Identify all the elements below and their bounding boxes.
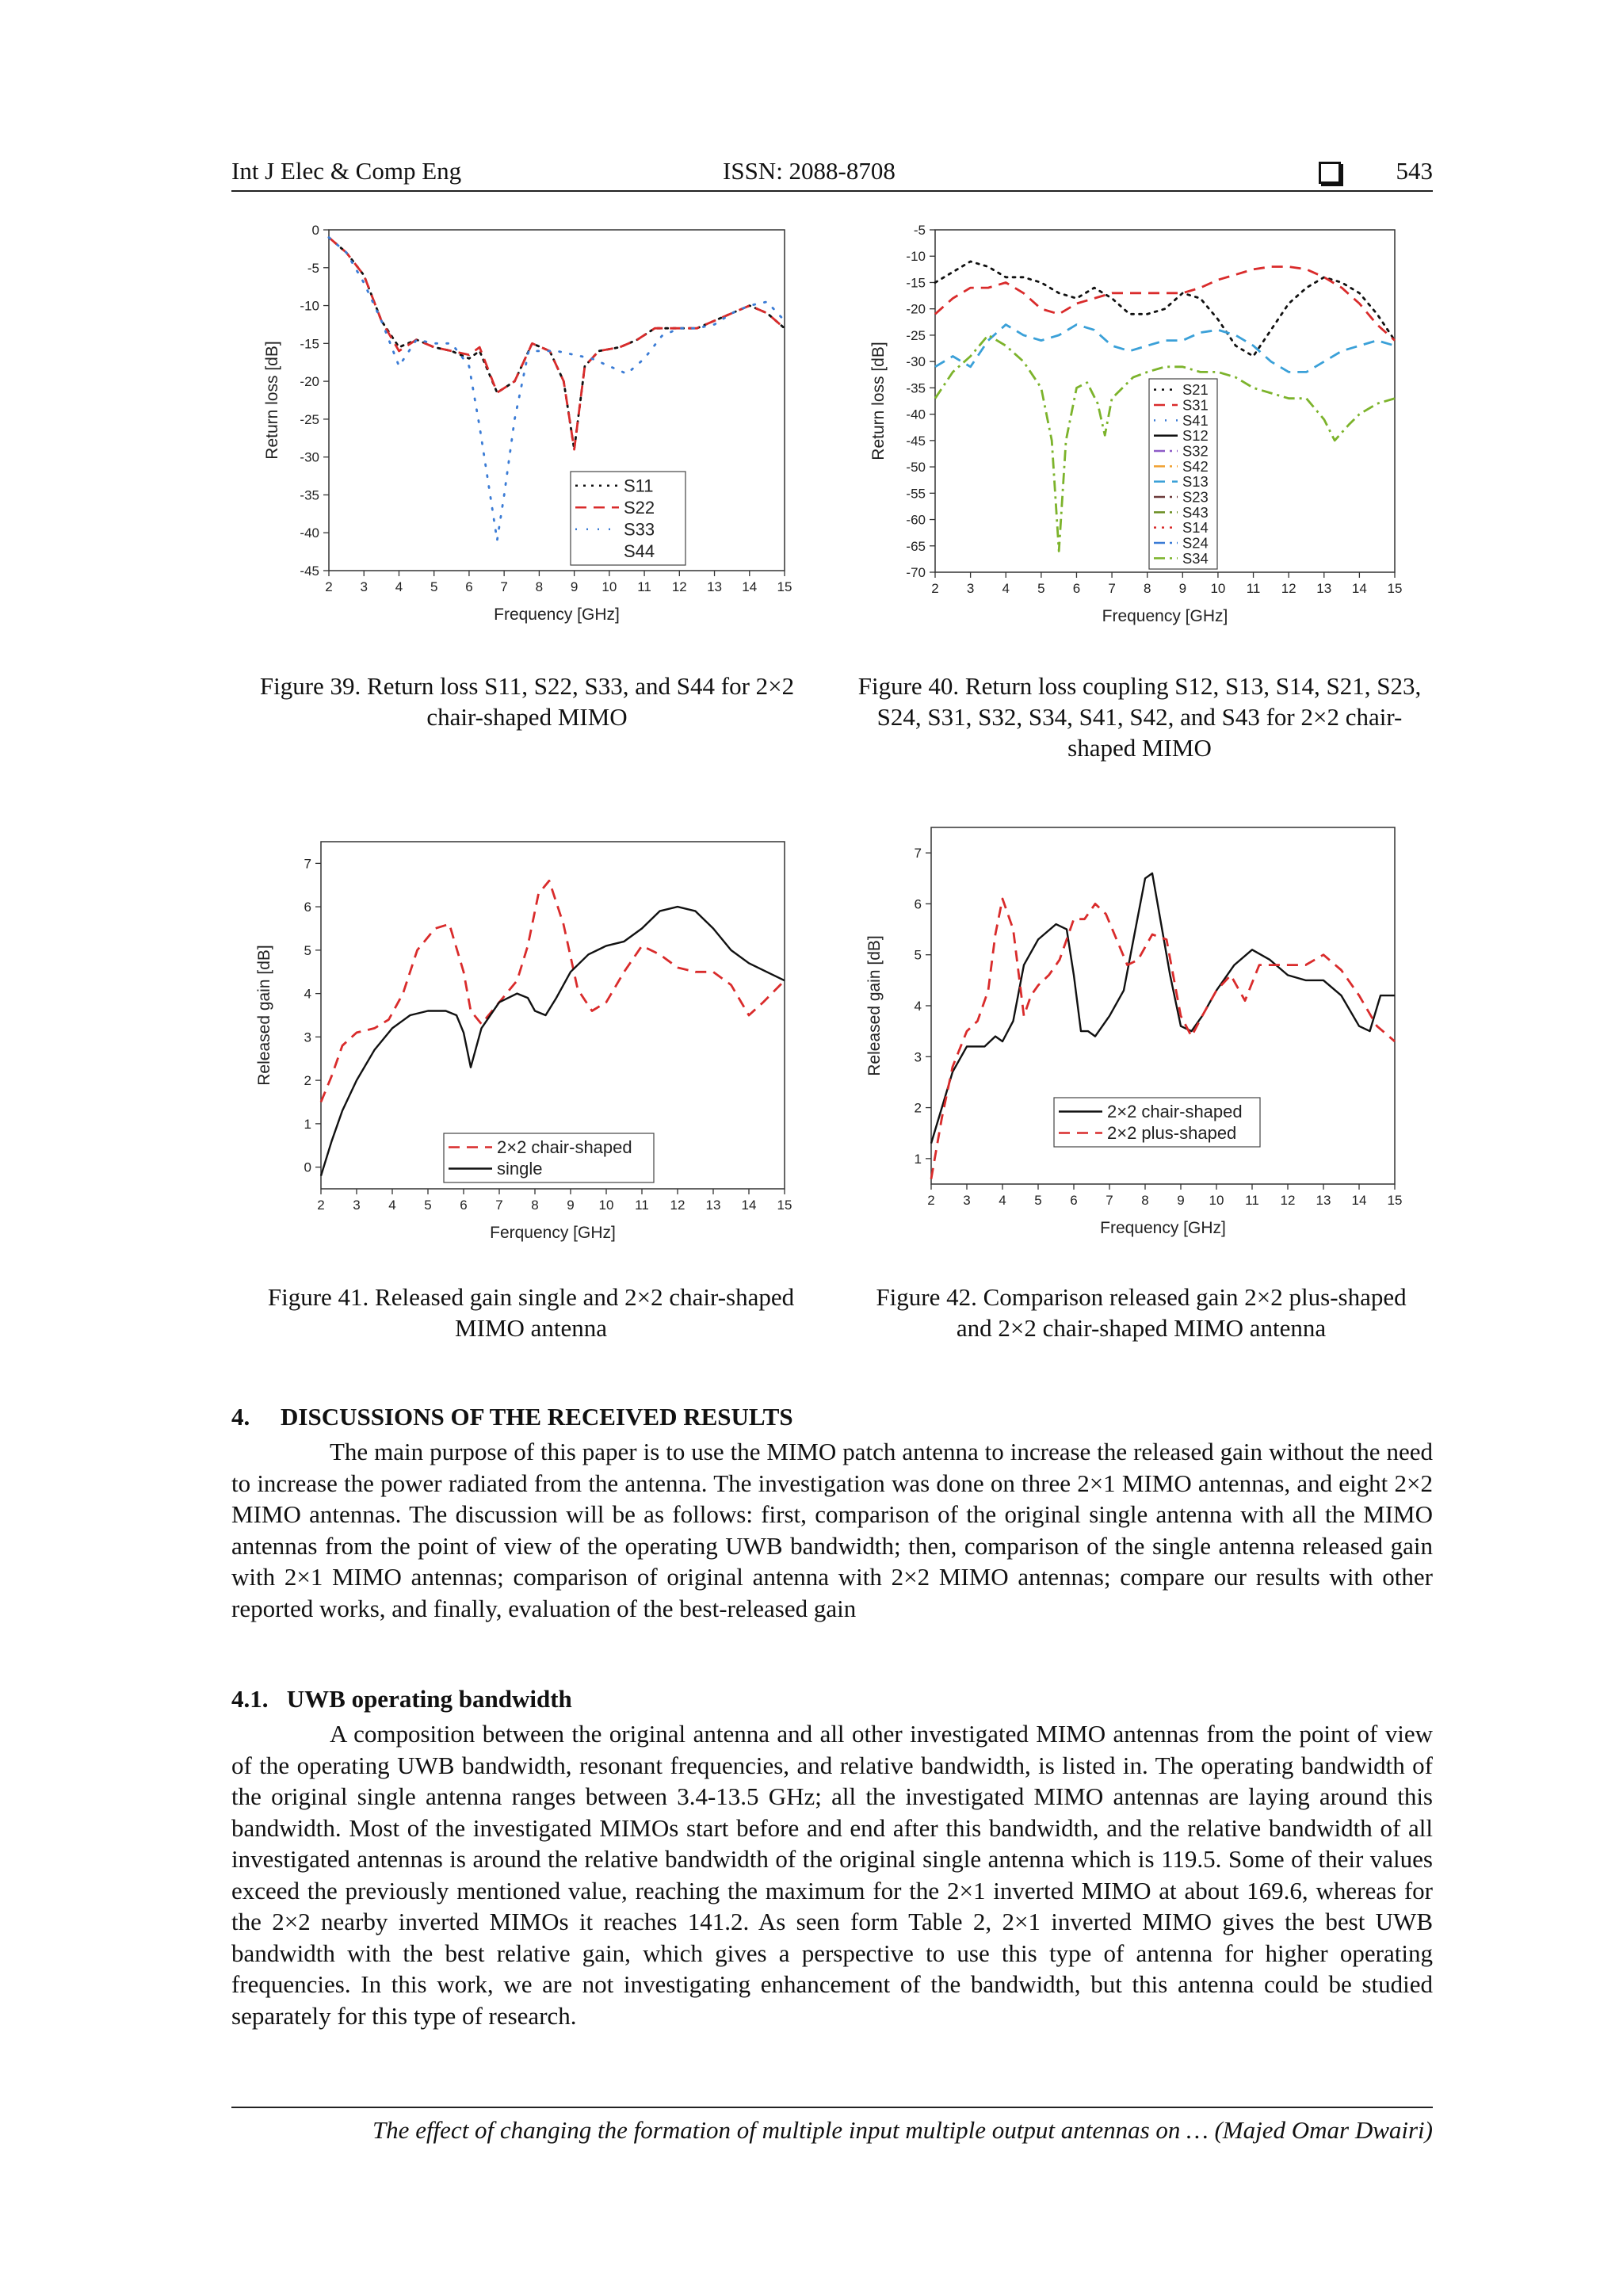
legend-label: S24 [1182,534,1209,552]
y-tick-label: 6 [304,900,311,915]
y-tick-label: -35 [906,380,926,396]
chart-legend [571,472,685,565]
x-axis-label: Ferquency [GHz] [490,1224,616,1242]
x-tick-label: 3 [963,1193,971,1208]
y-tick-label: -35 [300,487,319,503]
figure-42-chart [848,816,1419,1252]
x-tick-label: 2 [325,579,333,594]
x-tick-label: 10 [1210,581,1226,596]
x-tick-label: 9 [567,1198,575,1213]
x-tick-label: 15 [1387,1193,1403,1208]
x-tick-label: 6 [1072,581,1081,596]
y-tick-label: -40 [906,407,926,422]
legend-label: S42 [1182,457,1209,475]
y-axis-label: Released gain [dB] [865,935,884,1076]
y-tick-label: -25 [906,327,926,343]
legend-label: single [497,1159,543,1179]
plot-frame [329,230,785,571]
y-axis-label: Released gain [dB] [255,945,273,1086]
section-4-paragraph: The main purpose of this paper is to use the MIMO patch antenna to increase the released gain without the need to increase the power radiated from the antenna. The investigation was done on three 2×1 MIMO antennas, and eight 2×2 MIMO antennas. The discussion will be as follows: first, comparison of the original single antenna with all the MIMO antennas from the point of view of the operating UWB bandwidth; then, comparison of the single antenna released gain with 2×1 MIMO antennas; comparison of original antenna with 2×2 MIMO antennas; compare our results with other reported works, and finally, evaluation of the best-released gain [231,1438,1433,1622]
x-tick-label: 12 [670,1198,685,1213]
figure-39-caption: Figure 39. Return loss S11, S22, S33, and S44 for 2×2 chair-shaped MIMO [259,672,795,731]
legend-label: S44 [624,541,655,561]
x-tick-label: 2 [927,1193,935,1208]
y-tick-label: -45 [906,433,926,449]
y-tick-label: 4 [304,986,311,1002]
figure-41-chart [238,824,808,1252]
legend-label: S31 [1182,396,1209,414]
x-tick-label: 10 [1209,1193,1224,1208]
legend-label: 2×2 chair-shaped [1107,1102,1243,1122]
y-tick-label: -55 [906,486,926,502]
chart-legend [444,1133,654,1182]
y-tick-label: -20 [906,301,926,317]
page-number: 543 [1396,157,1433,185]
x-tick-label: 6 [1070,1193,1078,1208]
x-tick-label: 14 [1351,581,1367,596]
x-tick-label: 13 [1316,581,1332,596]
x-tick-label: 11 [635,1198,649,1213]
legend-label: S33 [624,519,655,540]
y-tick-label: -10 [300,298,319,314]
section-4-title: 4. DISCUSSIONS OF THE RECEIVED RESULTS [231,1403,793,1431]
x-tick-label: 5 [424,1198,432,1213]
y-tick-label: -25 [300,411,319,427]
x-tick-label: 7 [500,579,508,594]
x-axis-label: Frequency [GHz] [1100,1219,1226,1237]
y-tick-label: -50 [906,460,926,476]
journal-name: Int J Elec & Comp Eng [231,157,462,185]
legend-label: S12 [1182,427,1209,445]
y-tick-label: -10 [906,249,926,265]
legend-label: S22 [624,497,655,518]
x-tick-label: 15 [777,1198,792,1213]
x-tick-label: 12 [671,579,687,594]
x-tick-label: 15 [777,579,792,594]
y-tick-label: 5 [304,942,311,958]
x-tick-label: 9 [1177,1193,1185,1208]
legend-label: S34 [1182,549,1209,567]
legend-label: S41 [1182,411,1209,429]
legend-label: S21 [1182,381,1209,399]
y-tick-label: 0 [311,223,319,238]
y-tick-label: -20 [300,374,319,390]
x-tick-label: 8 [535,579,544,594]
x-tick-label: 2 [931,581,939,596]
x-tick-label: 7 [1106,1193,1113,1208]
y-tick-label: 4 [914,999,922,1014]
figure-42-caption: Figure 42. Comparison released gain 2×2 plus-shaped and 2×2 chair-shaped MIMO antenna [876,1283,1407,1342]
x-tick-label: 8 [1143,581,1151,596]
y-tick-label: 5 [914,947,922,963]
x-tick-label: 15 [1387,581,1403,596]
x-tick-label: 4 [1002,581,1010,596]
x-tick-label: 2 [317,1198,325,1213]
x-tick-label: 11 [1245,1193,1259,1208]
legend-label: 2×2 plus-shaped [1107,1123,1237,1144]
y-tick-label: 2 [914,1100,922,1116]
x-tick-label: 10 [598,1198,614,1213]
y-tick-label: -70 [906,565,926,580]
legend-label: S13 [1182,473,1209,491]
x-tick-label: 4 [388,1198,396,1213]
x-tick-label: 5 [1037,581,1045,596]
y-tick-label: -5 [913,223,926,238]
figure-41-caption: Figure 41. Released gain single and 2×2 chair-shaped MIMO antenna [267,1283,795,1342]
y-tick-label: 3 [914,1049,922,1065]
x-tick-label: 14 [742,579,758,594]
x-tick-label: 8 [1141,1193,1149,1208]
y-tick-label: 7 [304,856,311,872]
x-tick-label: 6 [465,579,473,594]
y-tick-label: -60 [906,512,926,528]
x-tick-label: 5 [1034,1193,1042,1208]
x-tick-label: 14 [741,1198,757,1213]
y-tick-label: 2 [304,1073,311,1089]
legend-label: S14 [1182,519,1209,537]
x-tick-label: 4 [395,579,403,594]
y-tick-label: 0 [304,1159,311,1175]
issn: ISSN: 2088-8708 [723,157,896,185]
y-tick-label: -45 [300,563,319,579]
x-tick-label: 3 [360,579,368,594]
legend-label: S43 [1182,503,1209,521]
x-tick-label: 4 [999,1193,1006,1208]
legend-label: S11 [624,476,654,496]
x-tick-label: 13 [705,1198,721,1213]
y-tick-label: -40 [300,525,319,541]
page-header [231,155,1433,192]
y-axis-label: Return loss [dB] [263,341,281,460]
x-tick-label: 13 [707,579,722,594]
y-tick-label: 3 [304,1030,311,1045]
x-tick-label: 10 [601,579,617,594]
figure-40-caption: Figure 40. Return loss coupling S12, S13, S14, S21, S23, S24, S31, S32, S34, S41, S42, and S43 for 2×2 chair-shaped MIMO [857,672,1422,762]
legend-label: 2×2 chair-shaped [497,1137,632,1158]
y-tick-label: 1 [304,1116,311,1132]
x-tick-label: 7 [1108,581,1116,596]
figure-39-chart [238,212,808,640]
x-tick-label: 14 [1351,1193,1367,1208]
y-tick-label: -15 [300,336,319,352]
square-bullet-icon [1319,162,1341,184]
x-tick-label: 9 [1178,581,1187,596]
page-footer: The effect of changing the formation of multiple input multiple output antennas on … (Majed Omar Dwairi) [231,2107,1433,2145]
section-4-1-title: 4.1. UWB operating bandwidth [231,1685,572,1713]
y-tick-label: 1 [914,1151,922,1167]
x-axis-label: Frequency [GHz] [494,606,620,624]
y-tick-label: -30 [906,354,926,370]
y-tick-label: -5 [307,260,319,276]
x-tick-label: 7 [495,1198,503,1213]
x-tick-label: 12 [1280,1193,1296,1208]
y-tick-label: -30 [300,449,319,465]
chart-legend [1149,379,1217,569]
x-tick-label: 13 [1316,1193,1331,1208]
legend-label: S23 [1182,488,1209,506]
x-tick-label: 6 [460,1198,468,1213]
x-tick-label: 8 [531,1198,539,1213]
x-tick-label: 3 [966,581,975,596]
figure-40-chart [848,212,1419,640]
x-axis-label: Frequency [GHz] [1102,607,1228,625]
x-tick-label: 12 [1281,581,1296,596]
legend-label: S32 [1182,442,1209,460]
x-tick-label: 9 [570,579,579,594]
y-tick-label: -15 [906,275,926,291]
chart-legend [1054,1098,1260,1147]
section-4-1-paragraph: A composition between the original antenna and all other investigated MIMO antennas from the point of view of the operating UWB bandwidth, resonant frequencies, and relative bandwidth, is listed in. The operating bandwidth of the original single antenna ranges between 3.4-13.5 GHz; all the investigated MIMO antennas are laying around this bandwidth. Most of the investigated MIMOs start before and end after this bandwidth, and the relative bandwidth of all investigated antennas is around the relative bandwidth of the original single antenna which is 119.5. Some of their values exceed the previously mentioned value, reaching the maximum for the 2×1 inverted MIMO at about 169.6, whereas for the 2×2 nearby inverted MIMOs it reaches 141.2. As seen form Table 2, 2×1 inverted MIMO gives the best UWB bandwidth with the best relative gain, which gives a perspective to use this type of antenna for higher operating frequencies. In this work, we are not investigating enhancement of the bandwidth, but this antenna could be studied separately for this type of research. [231,1720,1433,2030]
x-tick-label: 3 [353,1198,361,1213]
y-tick-label: 7 [914,846,922,861]
x-tick-label: 11 [1246,581,1261,596]
y-tick-label: -65 [906,538,926,554]
y-tick-label: 6 [914,896,922,912]
x-tick-label: 11 [637,579,651,594]
y-axis-label: Return loss [dB] [869,342,888,460]
x-tick-label: 5 [430,579,438,594]
